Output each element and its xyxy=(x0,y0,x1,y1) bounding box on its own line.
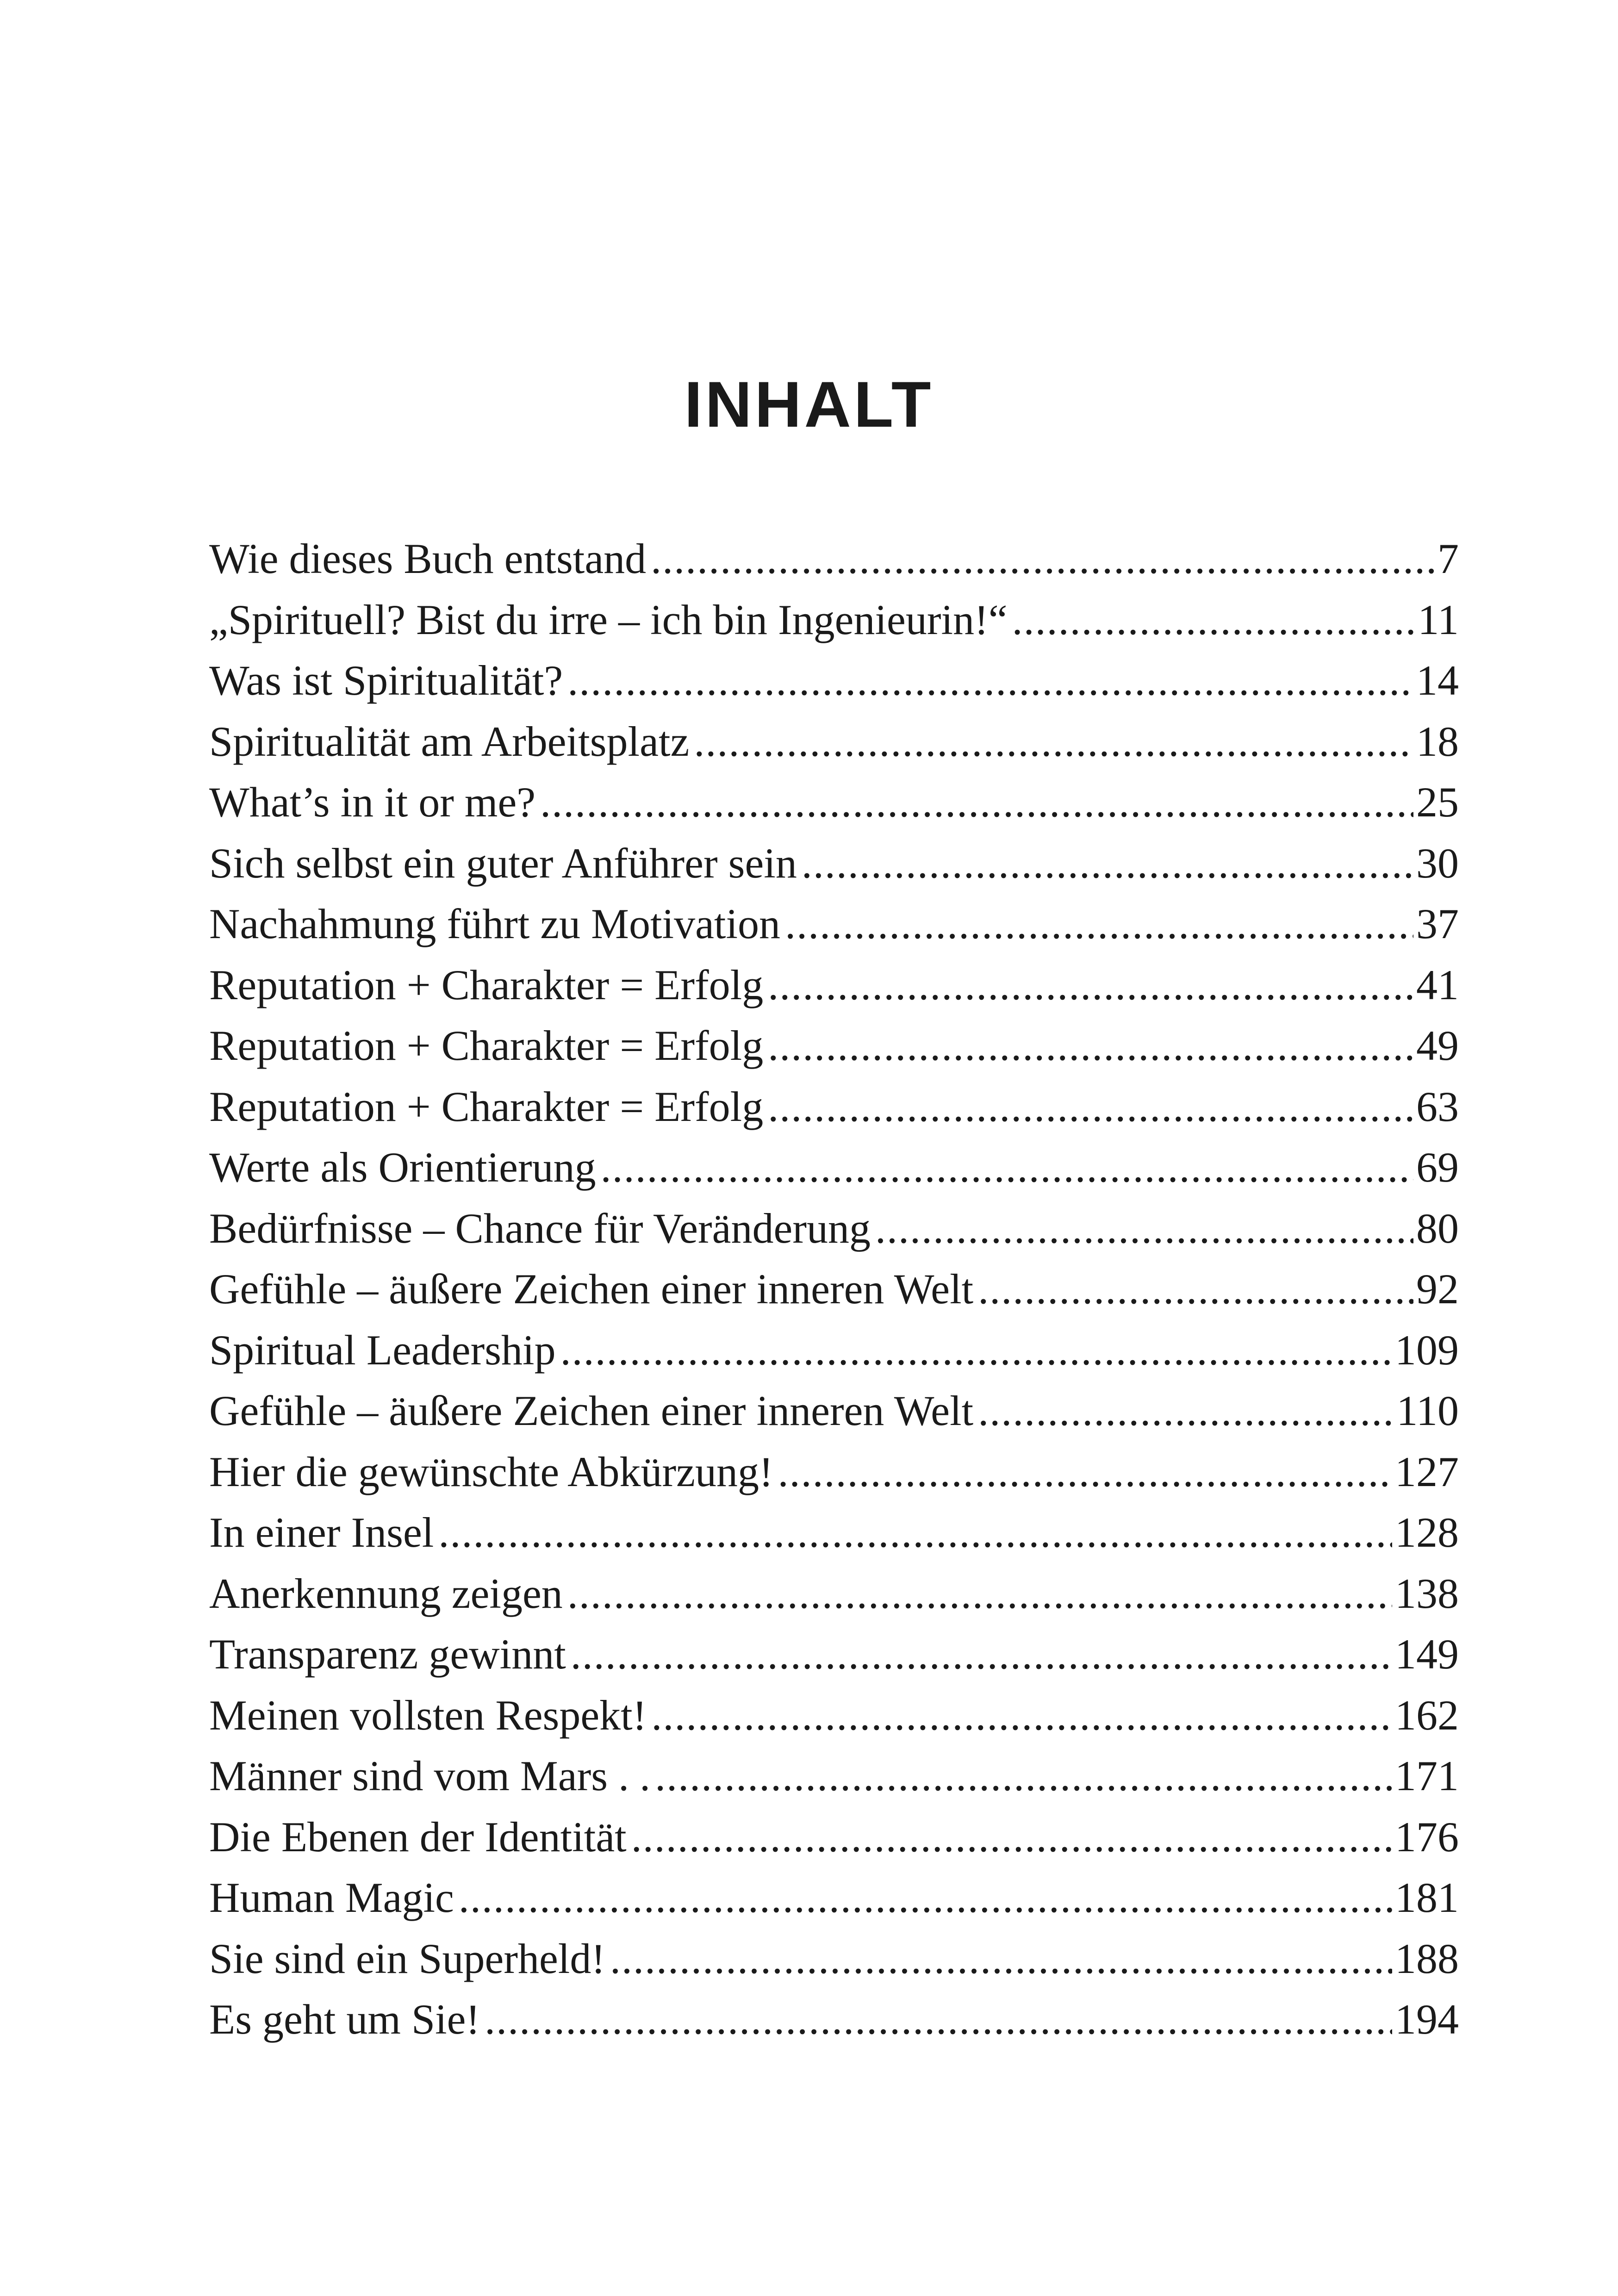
dot-leader xyxy=(485,1989,1392,2050)
toc-entry xyxy=(209,1442,1459,1503)
toc-entry-title: Spiritual Leadership xyxy=(209,1326,556,1374)
dot-leader xyxy=(768,1076,1413,1138)
dot-leader xyxy=(631,1807,1392,1868)
toc-entry-title: In einer Insel xyxy=(209,1509,434,1556)
dot-leader xyxy=(768,955,1413,1016)
dot-leader xyxy=(459,1867,1392,1929)
dot-leader xyxy=(567,1563,1392,1624)
toc-entry-title: Transparenz gewinnt xyxy=(209,1630,566,1678)
toc-entry xyxy=(209,650,1459,711)
toc-page-number: 188 xyxy=(1395,1935,1459,1982)
toc-page-number: 127 xyxy=(1395,1448,1459,1495)
toc-page-number: 138 xyxy=(1395,1569,1459,1617)
toc-entry-title: Spiritualität am Arbeitsplatz xyxy=(209,717,690,765)
table-of-contents xyxy=(209,529,1459,2050)
toc-page-number: 171 xyxy=(1395,1752,1459,1799)
toc-entry xyxy=(209,1076,1459,1138)
toc-page-number: 194 xyxy=(1395,1996,1459,2043)
toc-page-number: 14 xyxy=(1416,657,1459,704)
toc-page-number: 25 xyxy=(1416,778,1459,826)
dot-leader xyxy=(601,1137,1413,1198)
toc-entry-title: What’s in it or me? xyxy=(209,778,536,826)
toc-entry xyxy=(209,894,1459,955)
toc-page-number: 109 xyxy=(1395,1326,1459,1374)
dot-leader xyxy=(785,894,1413,955)
toc-entry-title: Hier die gewünschte Abkürzung! xyxy=(209,1448,773,1495)
toc-entry-title: Was ist Spiritualität? xyxy=(209,657,563,704)
toc-page-number: 7 xyxy=(1438,535,1459,582)
toc-entry-title: Die Ebenen der Identität xyxy=(209,1813,627,1860)
toc-entry-title: Wie dieses Buch entstand xyxy=(209,535,647,582)
toc-page-number: 181 xyxy=(1395,1874,1459,1921)
toc-entry-title: Sie sind ein Superheld! xyxy=(209,1935,605,1982)
toc-page-number: 69 xyxy=(1416,1144,1459,1191)
toc-entry-title: Reputation + Charakter = Erfolg xyxy=(209,1022,764,1069)
toc-entry xyxy=(209,955,1459,1016)
dot-leader xyxy=(694,711,1413,772)
toc-entry xyxy=(209,1015,1459,1076)
toc-page-number: 37 xyxy=(1416,900,1459,947)
toc-entry xyxy=(209,1198,1459,1259)
toc-entry-title: Nachahmung führt zu Motivation xyxy=(209,900,781,947)
dot-leader xyxy=(1012,590,1415,651)
toc-entry xyxy=(209,1989,1459,2050)
toc-entry-title: „Spirituell? Bist du irre – ich bin Ingenieurin!“ xyxy=(209,596,1008,643)
toc-entry-title: Werte als Orientierung xyxy=(209,1144,596,1191)
toc-page-number: 110 xyxy=(1396,1387,1459,1434)
toc-entry xyxy=(209,1746,1459,1807)
toc-page-number: 149 xyxy=(1395,1630,1459,1678)
toc-entry-title: Männer sind vom Mars . . xyxy=(209,1752,651,1799)
toc-entry xyxy=(209,1137,1459,1198)
toc-entry-title: Anerkennung zeigen xyxy=(209,1569,563,1617)
dot-leader xyxy=(540,772,1413,833)
dot-leader xyxy=(571,1624,1392,1685)
toc-entry xyxy=(209,1502,1459,1563)
dot-leader xyxy=(875,1198,1413,1259)
toc-page-number: 11 xyxy=(1418,596,1459,643)
toc-entry-title: Es geht um Sie! xyxy=(209,1996,480,2043)
toc-entry-title: Sich selbst ein guter Anführer sein xyxy=(209,839,797,887)
toc-entry xyxy=(209,1624,1459,1685)
toc-page-number: 128 xyxy=(1395,1509,1459,1556)
toc-entry xyxy=(209,1685,1459,1746)
page-title: INHALT xyxy=(684,367,934,441)
toc-entry xyxy=(209,1867,1459,1929)
dot-leader xyxy=(651,529,1435,590)
dot-leader xyxy=(978,1381,1394,1442)
toc-page-number: 176 xyxy=(1395,1813,1459,1860)
dot-leader xyxy=(610,1929,1392,1990)
toc-entry-title: Gefühle – äußere Zeichen einer inneren Welt xyxy=(209,1265,974,1313)
dot-leader xyxy=(778,1442,1392,1503)
dot-leader xyxy=(438,1502,1392,1563)
dot-leader xyxy=(567,650,1413,711)
toc-entry xyxy=(209,1807,1459,1868)
toc-entry-title: Gefühle – äußere Zeichen einer inneren Welt xyxy=(209,1387,974,1434)
toc-page-number: 80 xyxy=(1416,1204,1459,1252)
toc-entry xyxy=(209,772,1459,833)
toc-page-number: 18 xyxy=(1416,717,1459,765)
toc-page-number: 30 xyxy=(1416,839,1459,887)
toc-entry xyxy=(209,711,1459,772)
toc-entry xyxy=(209,1320,1459,1381)
toc-entry-title: Reputation + Charakter = Erfolg xyxy=(209,1083,764,1130)
toc-entry xyxy=(209,1929,1459,1990)
toc-entry xyxy=(209,590,1459,651)
toc-page-number: 63 xyxy=(1416,1083,1459,1130)
dot-leader xyxy=(655,1746,1392,1807)
toc-entry-title: Meinen vollsten Respekt! xyxy=(209,1691,647,1739)
dot-leader xyxy=(651,1685,1392,1746)
dot-leader xyxy=(768,1015,1413,1076)
toc-page-number: 49 xyxy=(1416,1022,1459,1069)
dot-leader xyxy=(560,1320,1392,1381)
toc-entry-title: Human Magic xyxy=(209,1874,454,1921)
toc-page-number: 162 xyxy=(1395,1691,1459,1739)
toc-page-number: 92 xyxy=(1416,1265,1459,1313)
toc-entry-title: Bedürfnisse – Chance für Veränderung xyxy=(209,1204,871,1252)
dot-leader xyxy=(802,833,1413,894)
toc-entry-title: Reputation + Charakter = Erfolg xyxy=(209,961,764,1008)
dot-leader xyxy=(978,1259,1413,1320)
toc-entry xyxy=(209,529,1459,590)
toc-entry xyxy=(209,1259,1459,1320)
toc-entry xyxy=(209,1381,1459,1442)
toc-page-number: 41 xyxy=(1416,961,1459,1008)
toc-entry xyxy=(209,1563,1459,1624)
toc-entry xyxy=(209,833,1459,894)
